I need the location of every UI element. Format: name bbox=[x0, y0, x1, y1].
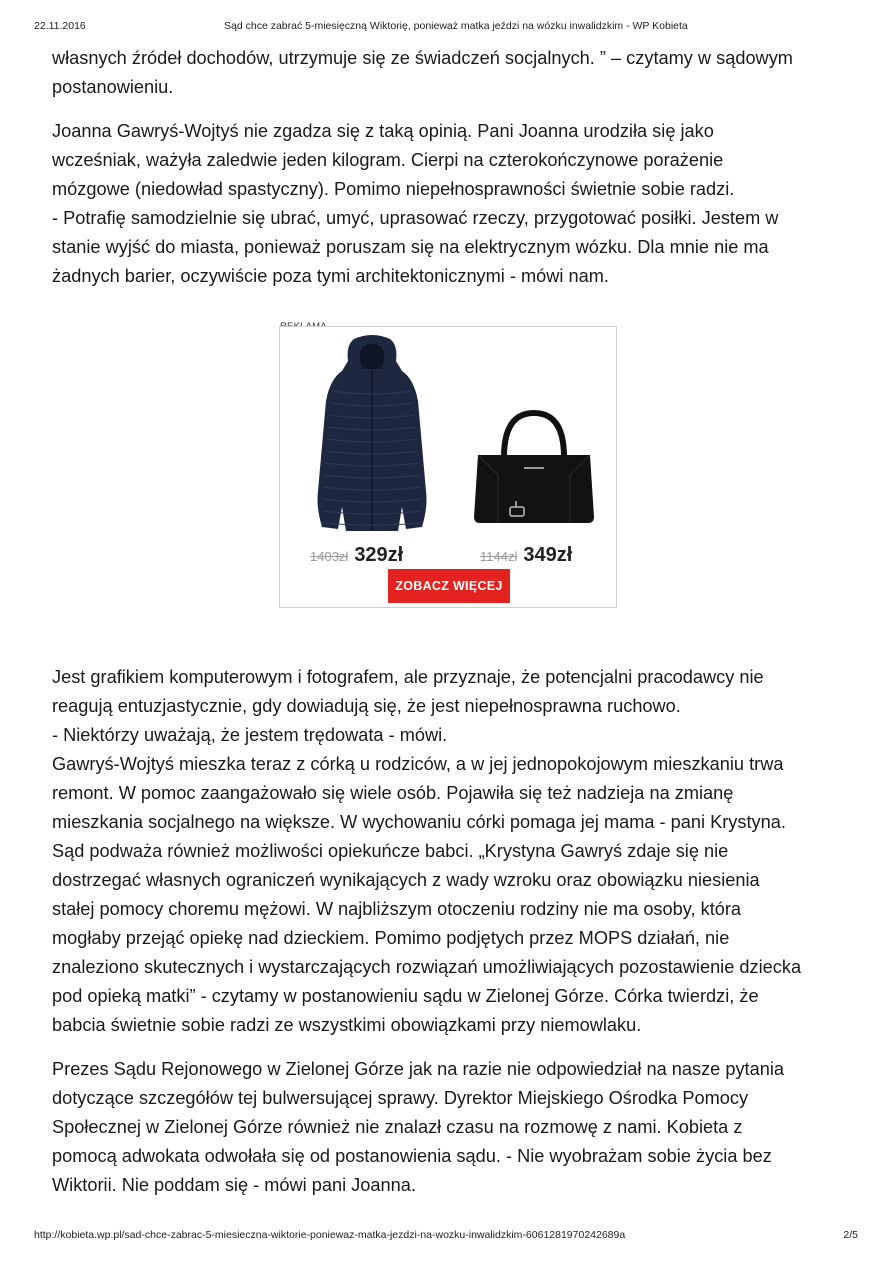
text-line: znaleziono skutecznych i wystarczających rozwiązań umożliwiających pozostawienie dziecka bbox=[52, 957, 802, 977]
text-line: Społecznej w Zielonej Górze również nie znalazł czasu na rozmowę z nami. Kobieta z bbox=[52, 1117, 743, 1137]
text-line: Prezes Sądu Rejonowego w Zielonej Górze jak na razie nie odpowiedział na nasze pytania bbox=[52, 1059, 784, 1079]
text-line: remont. W pomoc zaangażowało się wiele osób. Pojawiła się też nadzieja na zmianę bbox=[52, 783, 734, 803]
coat-new-price: 329zł bbox=[354, 544, 404, 566]
text-line: Joanna Gawryś-Wojtyś nie zgadza się z taką opinią. Pani Joanna urodziła się jako bbox=[52, 121, 714, 141]
article-body bbox=[52, 44, 852, 1200]
text-line: - Niektórzy uważają, że jestem trędowata - mówi. bbox=[52, 725, 448, 745]
text-line: pod opieką matki” - czytamy w postanowieniu sądu w Zielonej Górze. Córka twierdzi, że bbox=[52, 986, 759, 1006]
text-line: Wiktorii. Nie poddam się - mówi pani Joanna. bbox=[52, 1175, 416, 1195]
page-url: http://kobieta.wp.pl/sad-chce-zabrac-5-miesieczna-wiktorie-poniewaz-matka-jezdzi-na-wozku-inwalidzkim-6061281970242689a bbox=[34, 1229, 626, 1241]
text-line: Sąd podważa również możliwości opiekuńcze babci. „Krystyna Gawryś zdaje się nie bbox=[52, 841, 729, 861]
text-line: Jest grafikiem komputerowym i fotografem, ale przyznaje, że potencjalni pracodawcy nie bbox=[52, 667, 764, 687]
text-line: reagują entuzjastycznie, gdy dowiadują się, że jest niepełnosprawna ruchowo. bbox=[52, 696, 681, 716]
ad-banner[interactable] bbox=[279, 326, 617, 608]
handbag-old-price: 1144zł bbox=[480, 549, 518, 564]
text-line: własnych źródeł dochodów, utrzymuje się ze świadczeń socjalnych. ” – czytamy w sądowym bbox=[52, 48, 793, 68]
handbag-price[interactable] bbox=[480, 541, 572, 571]
coat-price[interactable] bbox=[310, 541, 403, 571]
text-line: żadnych barier, oczywiście poza tymi architektonicznymi - mówi nam. bbox=[52, 266, 609, 286]
text-line: dotyczące szczegółów tej bulwersującej sprawy. Dyrektor Miejskiego Ośrodka Pomocy bbox=[52, 1088, 749, 1108]
handbag-new-price: 349zł bbox=[523, 544, 573, 566]
article-paragraph bbox=[52, 44, 852, 102]
handbag-product-image[interactable] bbox=[470, 409, 598, 527]
coat-product-image[interactable] bbox=[302, 331, 442, 537]
article-paragraph bbox=[52, 117, 852, 291]
article-paragraph bbox=[52, 663, 852, 1040]
advertisement-block bbox=[52, 291, 852, 663]
text-line: wcześniak, ważyła zaledwie jeden kilogram. Cierpi na czterokończynowe porażenie bbox=[52, 150, 724, 170]
text-line: mieszkania socjalnego na większe. W wychowaniu córki pomaga jej mama - pani Krystyna. bbox=[52, 812, 786, 832]
text-line: stałej pomocy choremu mężowi. W najbliższym otoczeniu rodziny nie ma osoby, która bbox=[52, 899, 742, 919]
text-line: pomocą adwokata odwołała się od postanowienia sądu. - Nie wyobrażam sobie życia bez bbox=[52, 1146, 772, 1166]
text-line: dostrzegać własnych ograniczeń wynikających z wady wzroku oraz obowiązku niesienia bbox=[52, 870, 760, 890]
text-line: mogłaby przejąć opiekę nad dzieckiem. Pomimo podjętych przez MOPS działań, nie bbox=[52, 928, 730, 948]
text-line: mózgowe (niedowład spastyczny). Pomimo niepełnosprawności świetnie sobie radzi. bbox=[52, 179, 735, 199]
print-page-title: Sąd chce zabrać 5-miesięczną Wiktorię, ponieważ matka jeździ na wózku inwalidzkim - WP Kobieta bbox=[224, 20, 688, 32]
text-line: babcia świetnie sobie radzi ze wszystkimi obowiązkami przy niemowlaku. bbox=[52, 1015, 642, 1035]
article-paragraph bbox=[52, 1055, 852, 1200]
coat-old-price: 1403zł bbox=[310, 549, 349, 564]
text-line: - Potrafię samodzielnie się ubrać, umyć, uprasować rzeczy, przygotować posiłki. Jestem w bbox=[52, 208, 779, 228]
see-more-button[interactable]: ZOBACZ WIĘCEJ bbox=[388, 569, 510, 603]
page-number: 2/5 bbox=[843, 1229, 858, 1241]
text-line: Gawryś-Wojtyś mieszka teraz z córką u rodziców, a w jej jednopokojowym mieszkaniu trwa bbox=[52, 754, 784, 774]
text-line: postanowieniu. bbox=[52, 77, 174, 97]
print-date: 22.11.2016 bbox=[34, 20, 86, 32]
text-line: stanie wyjść do miasta, ponieważ poruszam się na elektrycznym wózku. Dla mnie nie ma bbox=[52, 237, 769, 257]
